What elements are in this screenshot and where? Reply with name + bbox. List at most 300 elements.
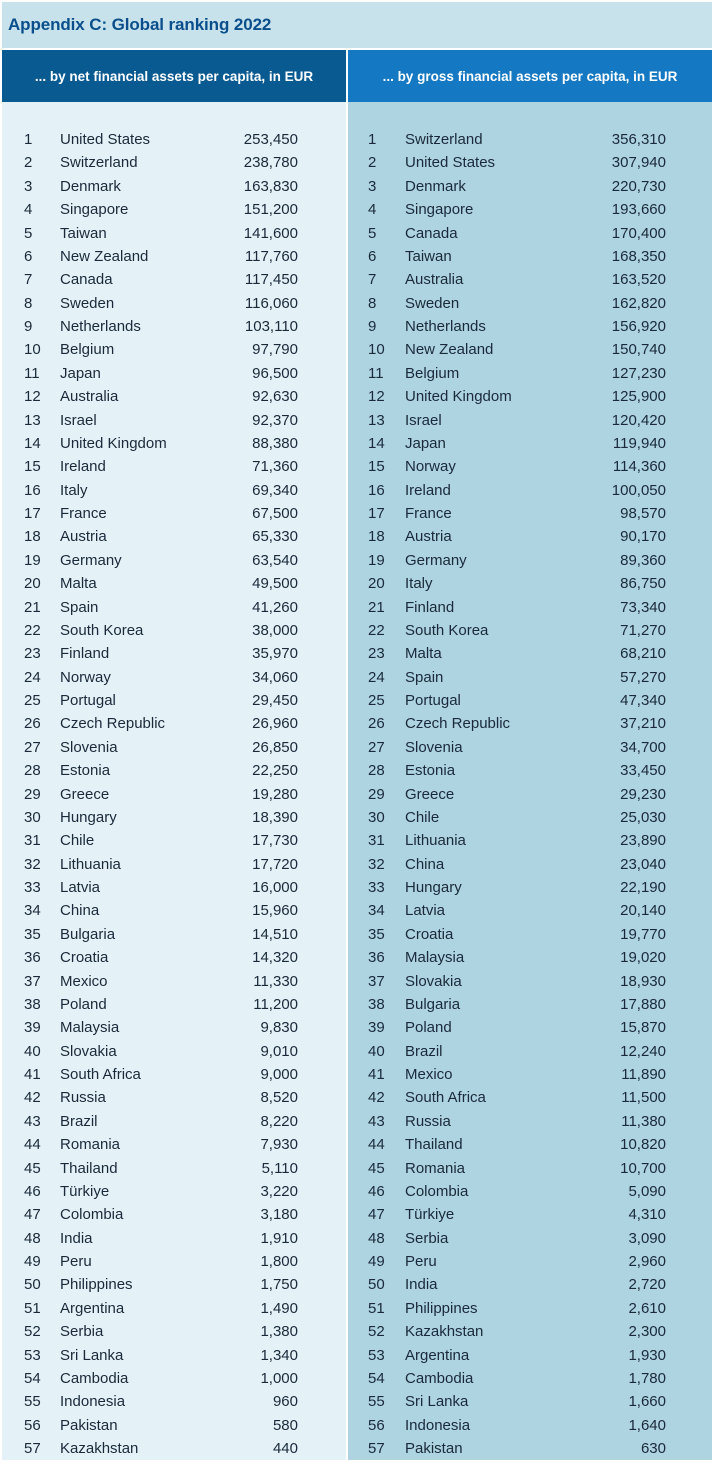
table-row xyxy=(348,759,712,782)
table-row xyxy=(2,268,346,291)
table-row xyxy=(348,1250,712,1273)
table-row xyxy=(2,783,346,806)
table-row xyxy=(2,923,346,946)
value-cell: 97,790 xyxy=(252,341,298,359)
country-cell: Spain xyxy=(60,598,99,616)
table-row xyxy=(348,596,712,619)
value-cell: 90,170 xyxy=(620,528,666,546)
net-assets-header: ... by net financial assets per capita, in EUR xyxy=(2,50,346,102)
rank-cell: 29 xyxy=(24,785,41,803)
rank-cell: 52 xyxy=(24,1323,41,1341)
table-row xyxy=(348,1133,712,1156)
table-row xyxy=(348,479,712,502)
value-cell: 156,920 xyxy=(611,318,666,335)
table-row xyxy=(2,1110,346,1133)
value-cell: 2,960 xyxy=(628,1253,666,1270)
rank-cell: 1 xyxy=(368,131,377,148)
table-row xyxy=(348,1180,712,1203)
country-cell: Chile xyxy=(60,832,95,850)
table-row xyxy=(348,432,712,455)
table-row xyxy=(348,1437,712,1460)
table-row xyxy=(2,1203,346,1226)
net-assets-list xyxy=(2,128,346,1460)
table-row xyxy=(348,268,712,291)
rank-cell: 52 xyxy=(368,1323,385,1341)
table-row xyxy=(348,1063,712,1086)
value-cell: 5,090 xyxy=(628,1182,666,1200)
country-cell: Denmark xyxy=(60,177,121,195)
rank-cell: 37 xyxy=(368,972,385,990)
table-row xyxy=(2,455,346,478)
rank-cell: 10 xyxy=(24,341,41,359)
table-row xyxy=(348,1414,712,1437)
value-cell: 193,660 xyxy=(611,201,666,219)
country-cell: Netherlands xyxy=(60,318,141,335)
country-cell: Sri Lanka xyxy=(405,1393,469,1411)
value-cell: 67,500 xyxy=(252,505,298,522)
value-cell: 1,640 xyxy=(628,1416,666,1434)
value-cell: 71,360 xyxy=(252,458,298,476)
table-row xyxy=(348,315,712,338)
rank-cell: 38 xyxy=(368,995,385,1013)
table-row xyxy=(348,1273,712,1296)
table-row xyxy=(2,362,346,385)
rank-cell: 15 xyxy=(24,458,41,476)
value-cell: 23,890 xyxy=(620,832,666,850)
value-cell: 15,870 xyxy=(620,1019,666,1037)
table-row xyxy=(2,876,346,899)
value-cell: 49,500 xyxy=(252,575,298,593)
table-row xyxy=(348,712,712,735)
value-cell: 125,900 xyxy=(611,388,666,406)
value-cell: 12,240 xyxy=(620,1042,666,1060)
rank-cell: 29 xyxy=(368,785,385,803)
table-row xyxy=(2,829,346,852)
table-row xyxy=(2,1273,346,1296)
value-cell: 10,820 xyxy=(620,1136,666,1154)
rank-cell: 48 xyxy=(24,1229,41,1247)
value-cell: 29,230 xyxy=(620,785,666,803)
country-cell: Israel xyxy=(405,411,442,429)
country-cell: Malta xyxy=(405,645,442,663)
value-cell: 100,050 xyxy=(611,481,666,499)
table-row xyxy=(348,198,712,221)
value-cell: 9,830 xyxy=(260,1019,298,1037)
country-cell: Slovakia xyxy=(405,972,462,990)
country-cell: Greece xyxy=(60,785,110,803)
value-cell: 35,970 xyxy=(252,645,298,663)
value-cell: 86,750 xyxy=(620,575,666,593)
value-cell: 1,340 xyxy=(260,1346,298,1364)
value-cell: 2,610 xyxy=(628,1299,666,1317)
table-row xyxy=(348,1297,712,1320)
rank-cell: 27 xyxy=(24,738,41,756)
rank-cell: 19 xyxy=(24,551,41,569)
country-cell: Romania xyxy=(60,1136,121,1154)
rank-cell: 56 xyxy=(24,1416,41,1434)
country-cell: South Korea xyxy=(60,621,144,639)
country-cell: Türkiye xyxy=(405,1206,455,1224)
value-cell: 1,000 xyxy=(260,1369,298,1387)
country-cell: Philippines xyxy=(405,1299,478,1317)
table-row xyxy=(2,853,346,876)
value-cell: 22,190 xyxy=(620,879,666,896)
value-cell: 26,960 xyxy=(252,715,298,733)
value-cell: 18,390 xyxy=(252,808,298,826)
table-row xyxy=(2,642,346,665)
rank-cell: 36 xyxy=(368,949,385,967)
value-cell: 117,450 xyxy=(244,271,298,289)
country-cell: Cambodia xyxy=(60,1369,129,1387)
gross-assets-list xyxy=(348,128,712,1460)
country-cell: Croatia xyxy=(405,925,454,943)
value-cell: 1,660 xyxy=(628,1393,666,1411)
table-row xyxy=(348,1390,712,1413)
rank-cell: 14 xyxy=(24,434,41,452)
value-cell: 119,940 xyxy=(612,434,666,452)
value-cell: 116,060 xyxy=(244,294,298,312)
rank-cell: 33 xyxy=(24,879,41,896)
table-row xyxy=(348,783,712,806)
country-cell: Kazakhstan xyxy=(405,1323,484,1341)
table-row xyxy=(2,970,346,993)
country-cell: Pakistan xyxy=(405,1440,463,1457)
country-cell: Singapore xyxy=(405,201,474,219)
value-cell: 17,720 xyxy=(252,855,298,873)
country-cell: Peru xyxy=(60,1253,92,1270)
rank-cell: 2 xyxy=(24,154,33,172)
table-row xyxy=(348,525,712,548)
rank-cell: 55 xyxy=(24,1393,41,1411)
table-row xyxy=(2,899,346,922)
rank-cell: 18 xyxy=(368,528,385,546)
table-row xyxy=(2,736,346,759)
value-cell: 170,400 xyxy=(611,224,666,242)
table-row xyxy=(348,993,712,1016)
country-cell: Colombia xyxy=(60,1206,124,1224)
rank-cell: 49 xyxy=(368,1253,385,1270)
value-cell: 88,380 xyxy=(252,434,298,452)
country-cell: Philippines xyxy=(60,1276,133,1294)
table-row xyxy=(2,689,346,712)
value-cell: 3,220 xyxy=(260,1182,298,1200)
country-cell: Malta xyxy=(60,575,97,593)
rank-cell: 6 xyxy=(24,247,33,265)
rank-cell: 34 xyxy=(24,902,41,920)
table-row xyxy=(2,1320,346,1343)
value-cell: 11,500 xyxy=(621,1089,666,1107)
table-row xyxy=(2,292,346,315)
country-cell: New Zealand xyxy=(405,341,494,359)
country-cell: Israel xyxy=(60,411,97,429)
country-cell: Pakistan xyxy=(60,1416,118,1434)
table-row xyxy=(2,175,346,198)
country-cell: United Kingdom xyxy=(405,388,512,406)
value-cell: 19,280 xyxy=(252,785,298,803)
country-cell: Romania xyxy=(405,1159,466,1177)
country-cell: India xyxy=(405,1276,438,1294)
rank-cell: 8 xyxy=(368,294,377,312)
value-cell: 89,360 xyxy=(620,551,666,569)
table-row xyxy=(2,1390,346,1413)
country-cell: Hungary xyxy=(405,879,462,896)
rank-cell: 38 xyxy=(24,995,41,1013)
value-cell: 168,350 xyxy=(611,247,666,265)
rank-cell: 54 xyxy=(368,1369,385,1387)
country-cell: Malaysia xyxy=(60,1019,120,1037)
rank-cell: 16 xyxy=(368,481,385,499)
rank-cell: 22 xyxy=(368,621,385,639)
rank-cell: 46 xyxy=(368,1182,385,1200)
value-cell: 41,260 xyxy=(252,598,298,616)
country-cell: Canada xyxy=(60,271,113,289)
rank-cell: 44 xyxy=(368,1136,385,1154)
value-cell: 440 xyxy=(272,1440,298,1457)
table-row xyxy=(2,1133,346,1156)
rank-cell: 31 xyxy=(24,832,41,850)
table-row xyxy=(348,572,712,595)
rank-cell: 57 xyxy=(368,1440,385,1457)
table-row xyxy=(348,829,712,852)
table-row xyxy=(2,502,346,525)
value-cell: 29,450 xyxy=(252,692,298,709)
table-row xyxy=(2,806,346,829)
country-cell: Finland xyxy=(60,645,110,663)
country-cell: Czech Republic xyxy=(405,715,511,733)
rank-cell: 28 xyxy=(24,762,41,780)
rank-cell: 4 xyxy=(24,201,33,219)
net-assets-column xyxy=(2,50,346,1460)
table-row xyxy=(348,1086,712,1109)
country-cell: Bulgaria xyxy=(405,995,461,1013)
country-cell: Poland xyxy=(405,1019,452,1037)
rank-cell: 43 xyxy=(24,1112,41,1130)
country-cell: Italy xyxy=(60,481,88,499)
country-cell: Australia xyxy=(60,388,119,406)
table-row xyxy=(2,1367,346,1390)
rank-cell: 51 xyxy=(24,1299,41,1317)
country-cell: Estonia xyxy=(60,762,111,780)
value-cell: 3,090 xyxy=(628,1229,666,1247)
value-cell: 17,730 xyxy=(252,832,298,850)
value-cell: 33,450 xyxy=(620,762,666,780)
value-cell: 1,750 xyxy=(260,1276,298,1294)
country-cell: France xyxy=(60,505,107,522)
table-row xyxy=(2,1086,346,1109)
rank-cell: 53 xyxy=(368,1346,385,1364)
rank-cell: 11 xyxy=(368,364,384,382)
page-title: Appendix C: Global ranking 2022 xyxy=(2,2,712,48)
country-cell: Thailand xyxy=(60,1159,118,1177)
value-cell: 162,820 xyxy=(611,294,666,312)
table-row xyxy=(2,128,346,151)
value-cell: 356,310 xyxy=(611,131,666,148)
rank-cell: 12 xyxy=(24,388,41,406)
table-row xyxy=(2,1040,346,1063)
value-cell: 163,830 xyxy=(243,177,298,195)
value-cell: 120,420 xyxy=(611,411,666,429)
rank-cell: 37 xyxy=(24,972,41,990)
value-cell: 1,380 xyxy=(260,1323,298,1341)
rank-cell: 26 xyxy=(368,715,385,733)
country-cell: Brazil xyxy=(405,1042,443,1060)
value-cell: 65,330 xyxy=(252,528,298,546)
value-cell: 307,940 xyxy=(611,154,666,172)
value-cell: 1,800 xyxy=(260,1253,298,1270)
country-cell: Malaysia xyxy=(405,949,465,967)
rank-cell: 43 xyxy=(368,1112,385,1130)
value-cell: 5,110 xyxy=(261,1159,298,1177)
table-row xyxy=(2,338,346,361)
value-cell: 11,330 xyxy=(253,972,298,990)
rank-cell: 19 xyxy=(368,551,385,569)
rank-cell: 20 xyxy=(368,575,385,593)
gross-assets-column xyxy=(348,50,712,1460)
rank-cell: 49 xyxy=(24,1253,41,1270)
table-row xyxy=(2,222,346,245)
table-row xyxy=(2,1157,346,1180)
country-cell: Austria xyxy=(60,528,107,546)
value-cell: 2,300 xyxy=(628,1323,666,1341)
country-cell: Germany xyxy=(405,551,467,569)
country-cell: Chile xyxy=(405,808,440,826)
table-row xyxy=(348,642,712,665)
country-cell: Latvia xyxy=(60,879,101,896)
rank-cell: 35 xyxy=(24,925,41,943)
value-cell: 9,000 xyxy=(260,1066,298,1083)
country-cell: Australia xyxy=(405,271,464,289)
table-row xyxy=(348,1157,712,1180)
table-row xyxy=(348,222,712,245)
value-cell: 14,320 xyxy=(252,949,298,967)
country-cell: Slovakia xyxy=(60,1042,117,1060)
rank-cell: 26 xyxy=(24,715,41,733)
country-cell: Taiwan xyxy=(60,224,107,242)
country-cell: Sri Lanka xyxy=(60,1346,124,1364)
value-cell: 630 xyxy=(640,1440,666,1457)
country-cell: France xyxy=(405,505,452,522)
country-cell: Russia xyxy=(60,1089,106,1107)
value-cell: 98,570 xyxy=(620,505,666,522)
country-cell: Austria xyxy=(405,528,452,546)
table-row xyxy=(2,1063,346,1086)
table-row xyxy=(348,666,712,689)
value-cell: 151,200 xyxy=(243,201,298,219)
rank-cell: 57 xyxy=(24,1440,41,1457)
value-cell: 960 xyxy=(272,1393,298,1411)
rank-cell: 47 xyxy=(24,1206,41,1224)
country-cell: Japan xyxy=(405,434,446,452)
country-cell: Serbia xyxy=(405,1229,449,1247)
rank-cell: 17 xyxy=(368,505,385,522)
rank-cell: 9 xyxy=(24,318,33,335)
value-cell: 23,040 xyxy=(620,855,666,873)
table-row xyxy=(348,1227,712,1250)
value-cell: 163,520 xyxy=(611,271,666,289)
country-cell: Mexico xyxy=(60,972,108,990)
table-row xyxy=(2,245,346,268)
table-row xyxy=(348,1367,712,1390)
country-cell: Singapore xyxy=(60,201,129,219)
rank-cell: 34 xyxy=(368,902,385,920)
value-cell: 68,210 xyxy=(620,645,666,663)
value-cell: 1,490 xyxy=(260,1299,298,1317)
rank-cell: 35 xyxy=(368,925,385,943)
table-row xyxy=(348,876,712,899)
table-row xyxy=(348,175,712,198)
table-row xyxy=(2,759,346,782)
table-row xyxy=(348,151,712,174)
table-row xyxy=(348,689,712,712)
rank-cell: 45 xyxy=(24,1159,41,1177)
country-cell: Colombia xyxy=(405,1182,469,1200)
table-row xyxy=(348,1016,712,1039)
country-cell: Spain xyxy=(405,668,444,686)
country-cell: Taiwan xyxy=(405,247,452,265)
table-row xyxy=(2,993,346,1016)
rank-cell: 28 xyxy=(368,762,385,780)
table-row xyxy=(348,946,712,969)
table-row xyxy=(348,455,712,478)
table-row xyxy=(2,1250,346,1273)
value-cell: 141,600 xyxy=(243,224,298,242)
country-cell: Serbia xyxy=(60,1323,104,1341)
rank-cell: 41 xyxy=(24,1066,41,1083)
table-row xyxy=(2,1414,346,1437)
table-row xyxy=(2,596,346,619)
table-row xyxy=(2,572,346,595)
rank-cell: 6 xyxy=(368,247,377,265)
value-cell: 34,060 xyxy=(252,668,298,686)
rank-cell: 32 xyxy=(368,855,385,873)
value-cell: 11,890 xyxy=(621,1066,666,1083)
rank-cell: 13 xyxy=(368,411,385,429)
rank-cell: 21 xyxy=(24,598,41,616)
value-cell: 37,210 xyxy=(620,715,666,733)
rank-cell: 1 xyxy=(24,131,33,148)
table-row xyxy=(348,1203,712,1226)
country-cell: Ireland xyxy=(405,481,451,499)
table-row xyxy=(348,292,712,315)
table-row xyxy=(348,736,712,759)
value-cell: 25,030 xyxy=(620,808,666,826)
country-cell: Indonesia xyxy=(60,1393,126,1411)
rank-cell: 12 xyxy=(368,388,385,406)
table-row xyxy=(348,619,712,642)
country-cell: New Zealand xyxy=(60,247,149,265)
table-row xyxy=(348,502,712,525)
rank-cell: 25 xyxy=(24,692,41,709)
country-cell: Mexico xyxy=(405,1066,453,1083)
value-cell: 11,200 xyxy=(253,995,298,1013)
table-row xyxy=(348,806,712,829)
table-row xyxy=(2,1180,346,1203)
country-cell: Sweden xyxy=(405,294,460,312)
country-cell: Estonia xyxy=(405,762,456,780)
value-cell: 103,110 xyxy=(244,318,298,335)
country-cell: Norway xyxy=(405,458,456,476)
country-cell: Hungary xyxy=(60,808,117,826)
rank-cell: 32 xyxy=(24,855,41,873)
rank-cell: 3 xyxy=(368,177,377,195)
rank-cell: 7 xyxy=(368,271,377,289)
rank-cell: 21 xyxy=(368,598,385,616)
table-row xyxy=(2,619,346,642)
rank-cell: 42 xyxy=(368,1089,385,1107)
rank-cell: 30 xyxy=(368,808,385,826)
value-cell: 117,760 xyxy=(244,247,298,265)
country-cell: India xyxy=(60,1229,93,1247)
